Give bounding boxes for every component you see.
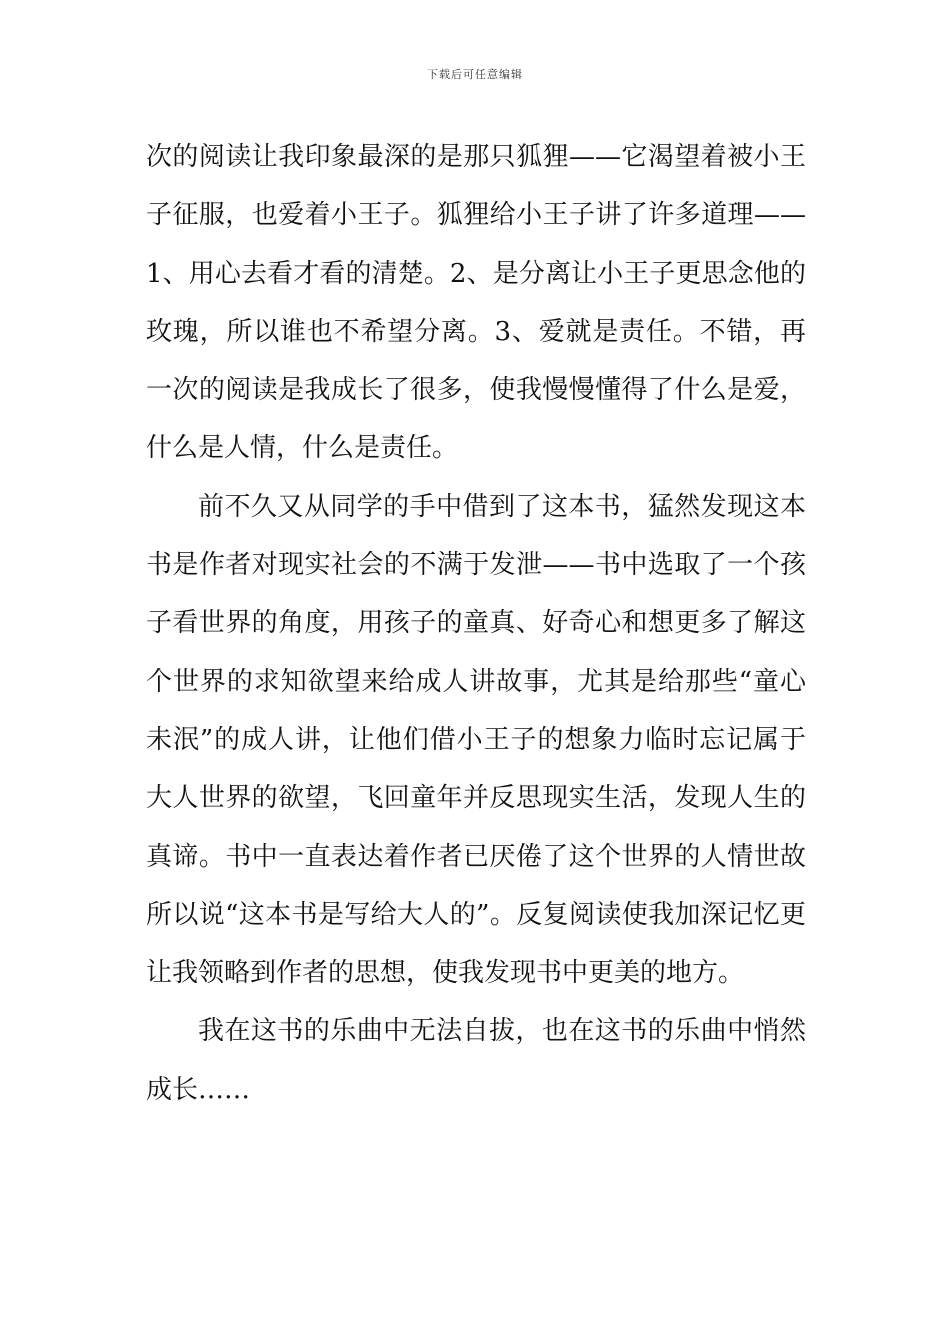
paragraph-2: 前不久又从同学的手中借到了这本书，猛然发现这本书是作者对现实社会的不满于发泄——书中选取了一个孩子看世界的角度，用孩子的童真、好奇心和想更多了解这个世界的求知欲望来给成人讲故事，尤其是给那些“童心未泯”的成人讲，让他们借小王子的想象力临时忘记属于大人世界的欲望，飞回童年并反思现实生活，发现人生的真谛。书中一直表达着作者已厌倦了这个世界的人情世故所以说“这本书是写给大人的”。反复阅读使我加深记忆更让我领略到作者的思想，使我发现书中更美的地方。 [146, 491, 806, 989]
paragraph-3: 我在这书的乐曲中无法自拔，也在这书的乐曲中悄然成长…… [146, 1016, 806, 1105]
paragraph-1: 次的阅读让我印象最深的是那只狐狸——它渴望着被小王子征服，也爱着小王子。狐狸给小王子讲了许多道理——1、用心去看才看的清楚。2、是分离让小王子更思念他的玫瑰，所以谁也不希望分离。3、爱就是责任。不错，再一次的阅读是我成长了很多，使我慢慢懂得了什么是爱，什么是人情，什么是责任。 [146, 142, 806, 464]
header-note: 下载后可任意编辑 [427, 68, 523, 81]
document-body [146, 128, 806, 1119]
